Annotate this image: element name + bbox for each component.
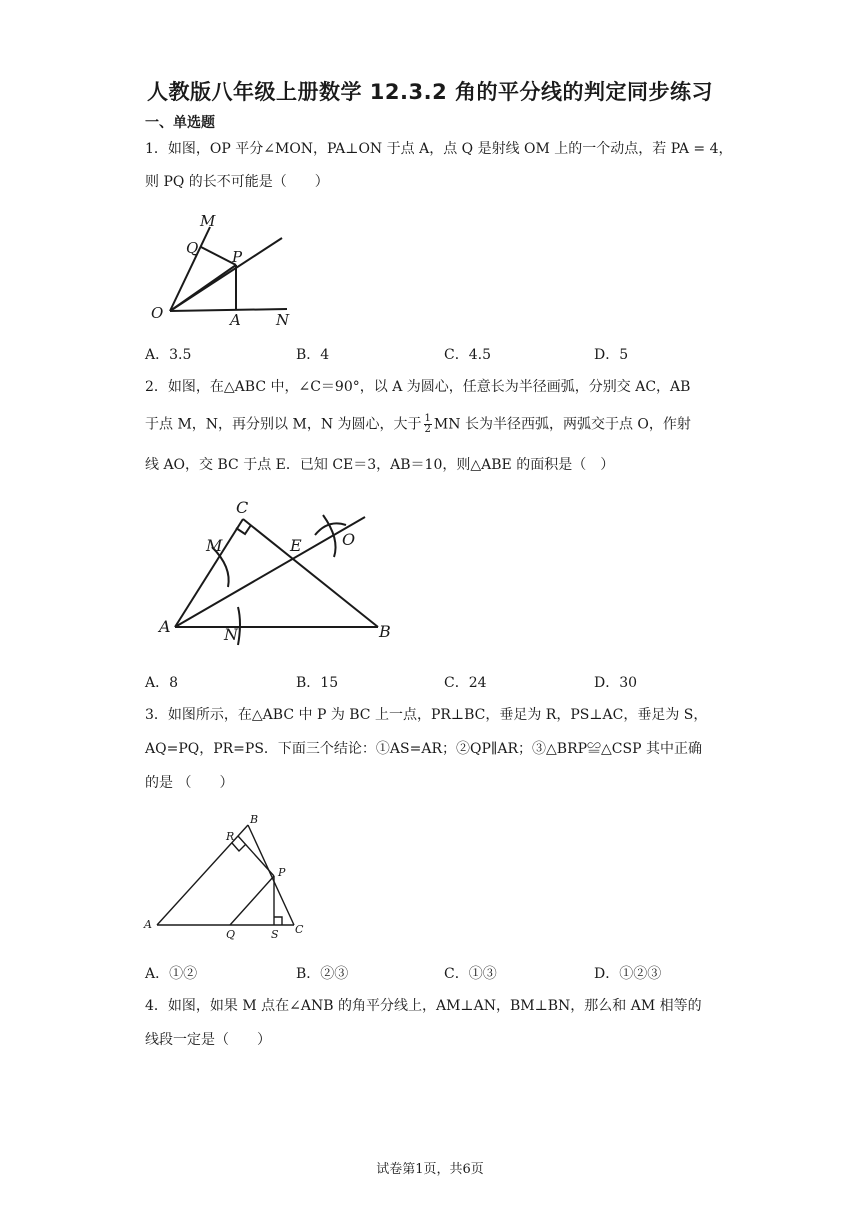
q3-option-c: C．①③ — [444, 966, 497, 982]
page-title: 人教版八年级上册数学 12.3.2 角的平分线的判定同步练习 — [146, 80, 714, 104]
q3-label-s: S — [271, 928, 279, 941]
q4-stem-line2: 线段一定是（ ） — [145, 1032, 271, 1048]
q3-label-a: A — [144, 918, 152, 931]
q1-label-a: A — [230, 311, 241, 329]
q2-option-a: A．8 — [145, 675, 179, 691]
q1-option-d: D．5 — [594, 347, 629, 363]
q1-label-q: Q — [186, 239, 199, 257]
q1-stem-line2: 则 PQ 的长不可能是（ ） — [145, 174, 329, 190]
q1-label-m: M — [200, 212, 216, 230]
q2-stem-line1: 2．如图，在△ABC 中，∠C＝90°，以 A 为圆心，任意长为半径画弧，分别交 AC，AB — [145, 379, 691, 395]
q3-label-b: B — [250, 813, 259, 826]
q2-label-a: A — [159, 617, 171, 636]
q1-option-c: C．4.5 — [444, 347, 491, 363]
q1-label-n: N — [276, 311, 290, 329]
q3-label-c: C — [295, 923, 304, 936]
q1-label-o: O — [151, 304, 164, 322]
q2-stem-line2-post: MN 长为半径西弧，两弧交于点 O，作射 — [433, 416, 691, 433]
q2-fraction-denominator: 2 — [424, 424, 431, 435]
q3-option-a: A．①② — [145, 966, 198, 982]
q2-option-d: D．30 — [594, 675, 638, 691]
q2-option-b: B．15 — [296, 675, 339, 691]
q3-figure — [140, 808, 315, 943]
q2-label-n: N — [224, 625, 238, 644]
q2-option-c: C．24 — [444, 675, 487, 691]
q2-figure — [150, 495, 400, 645]
q2-label-e: E — [290, 536, 302, 555]
q2-label-m: M — [206, 536, 223, 555]
q2-fraction — [424, 414, 432, 435]
q2-label-b: B — [379, 622, 391, 641]
q1-option-b: B．4 — [296, 347, 330, 363]
q2-fraction-numerator: 1 — [424, 413, 431, 424]
page-footer: 试卷第1页，共6页 — [376, 1162, 484, 1177]
q2-stem-line2 — [145, 414, 691, 435]
q1-label-p: P — [232, 248, 243, 266]
q2-label-c: C — [236, 498, 249, 517]
q4-stem-line1: 4．如图，如果 M 点在∠ANB 的角平分线上，AM⊥AN，BM⊥BN，那么和 AM 相等的 — [145, 998, 702, 1014]
section-heading: 一、单选题 — [145, 115, 215, 131]
q3-label-q: Q — [226, 928, 236, 941]
q1-option-a: A．3.5 — [145, 347, 192, 363]
q2-stem-line2-pre: 于点 M，N，再分别以 M，N 为圆心，大于 — [145, 416, 422, 433]
q1-stem-line1: 1．如图，OP 平分∠MON，PA⊥ON 于点 A，点 Q 是射线 OM 上的一个动点，若 PA = 4， — [145, 141, 733, 157]
q1-figure — [140, 208, 300, 328]
q3-label-p: P — [278, 866, 286, 879]
q2-stem-line3: 线 AO，交 BC 于点 E．已知 CE＝3，AB＝10，则△ABE 的面积是（ ） — [145, 457, 615, 473]
q3-option-d: D．①②③ — [594, 966, 662, 982]
q2-label-o: O — [342, 530, 356, 549]
q3-stem-line1: 3．如图所示，在△ABC 中 P 为 BC 上一点，PR⊥BC，垂足为 R，PS⊥AC，垂足为 S， — [145, 707, 708, 723]
q3-stem-line2: AQ=PQ，PR=PS．下面三个结论：①AS=AR；②QP∥AR；③△BRP≌△CSP 其中正确 — [145, 741, 702, 757]
q3-option-b: B．②③ — [296, 966, 349, 982]
q3-label-r: R — [226, 830, 235, 843]
q3-stem-line3: 的是 （ ） — [145, 775, 234, 791]
